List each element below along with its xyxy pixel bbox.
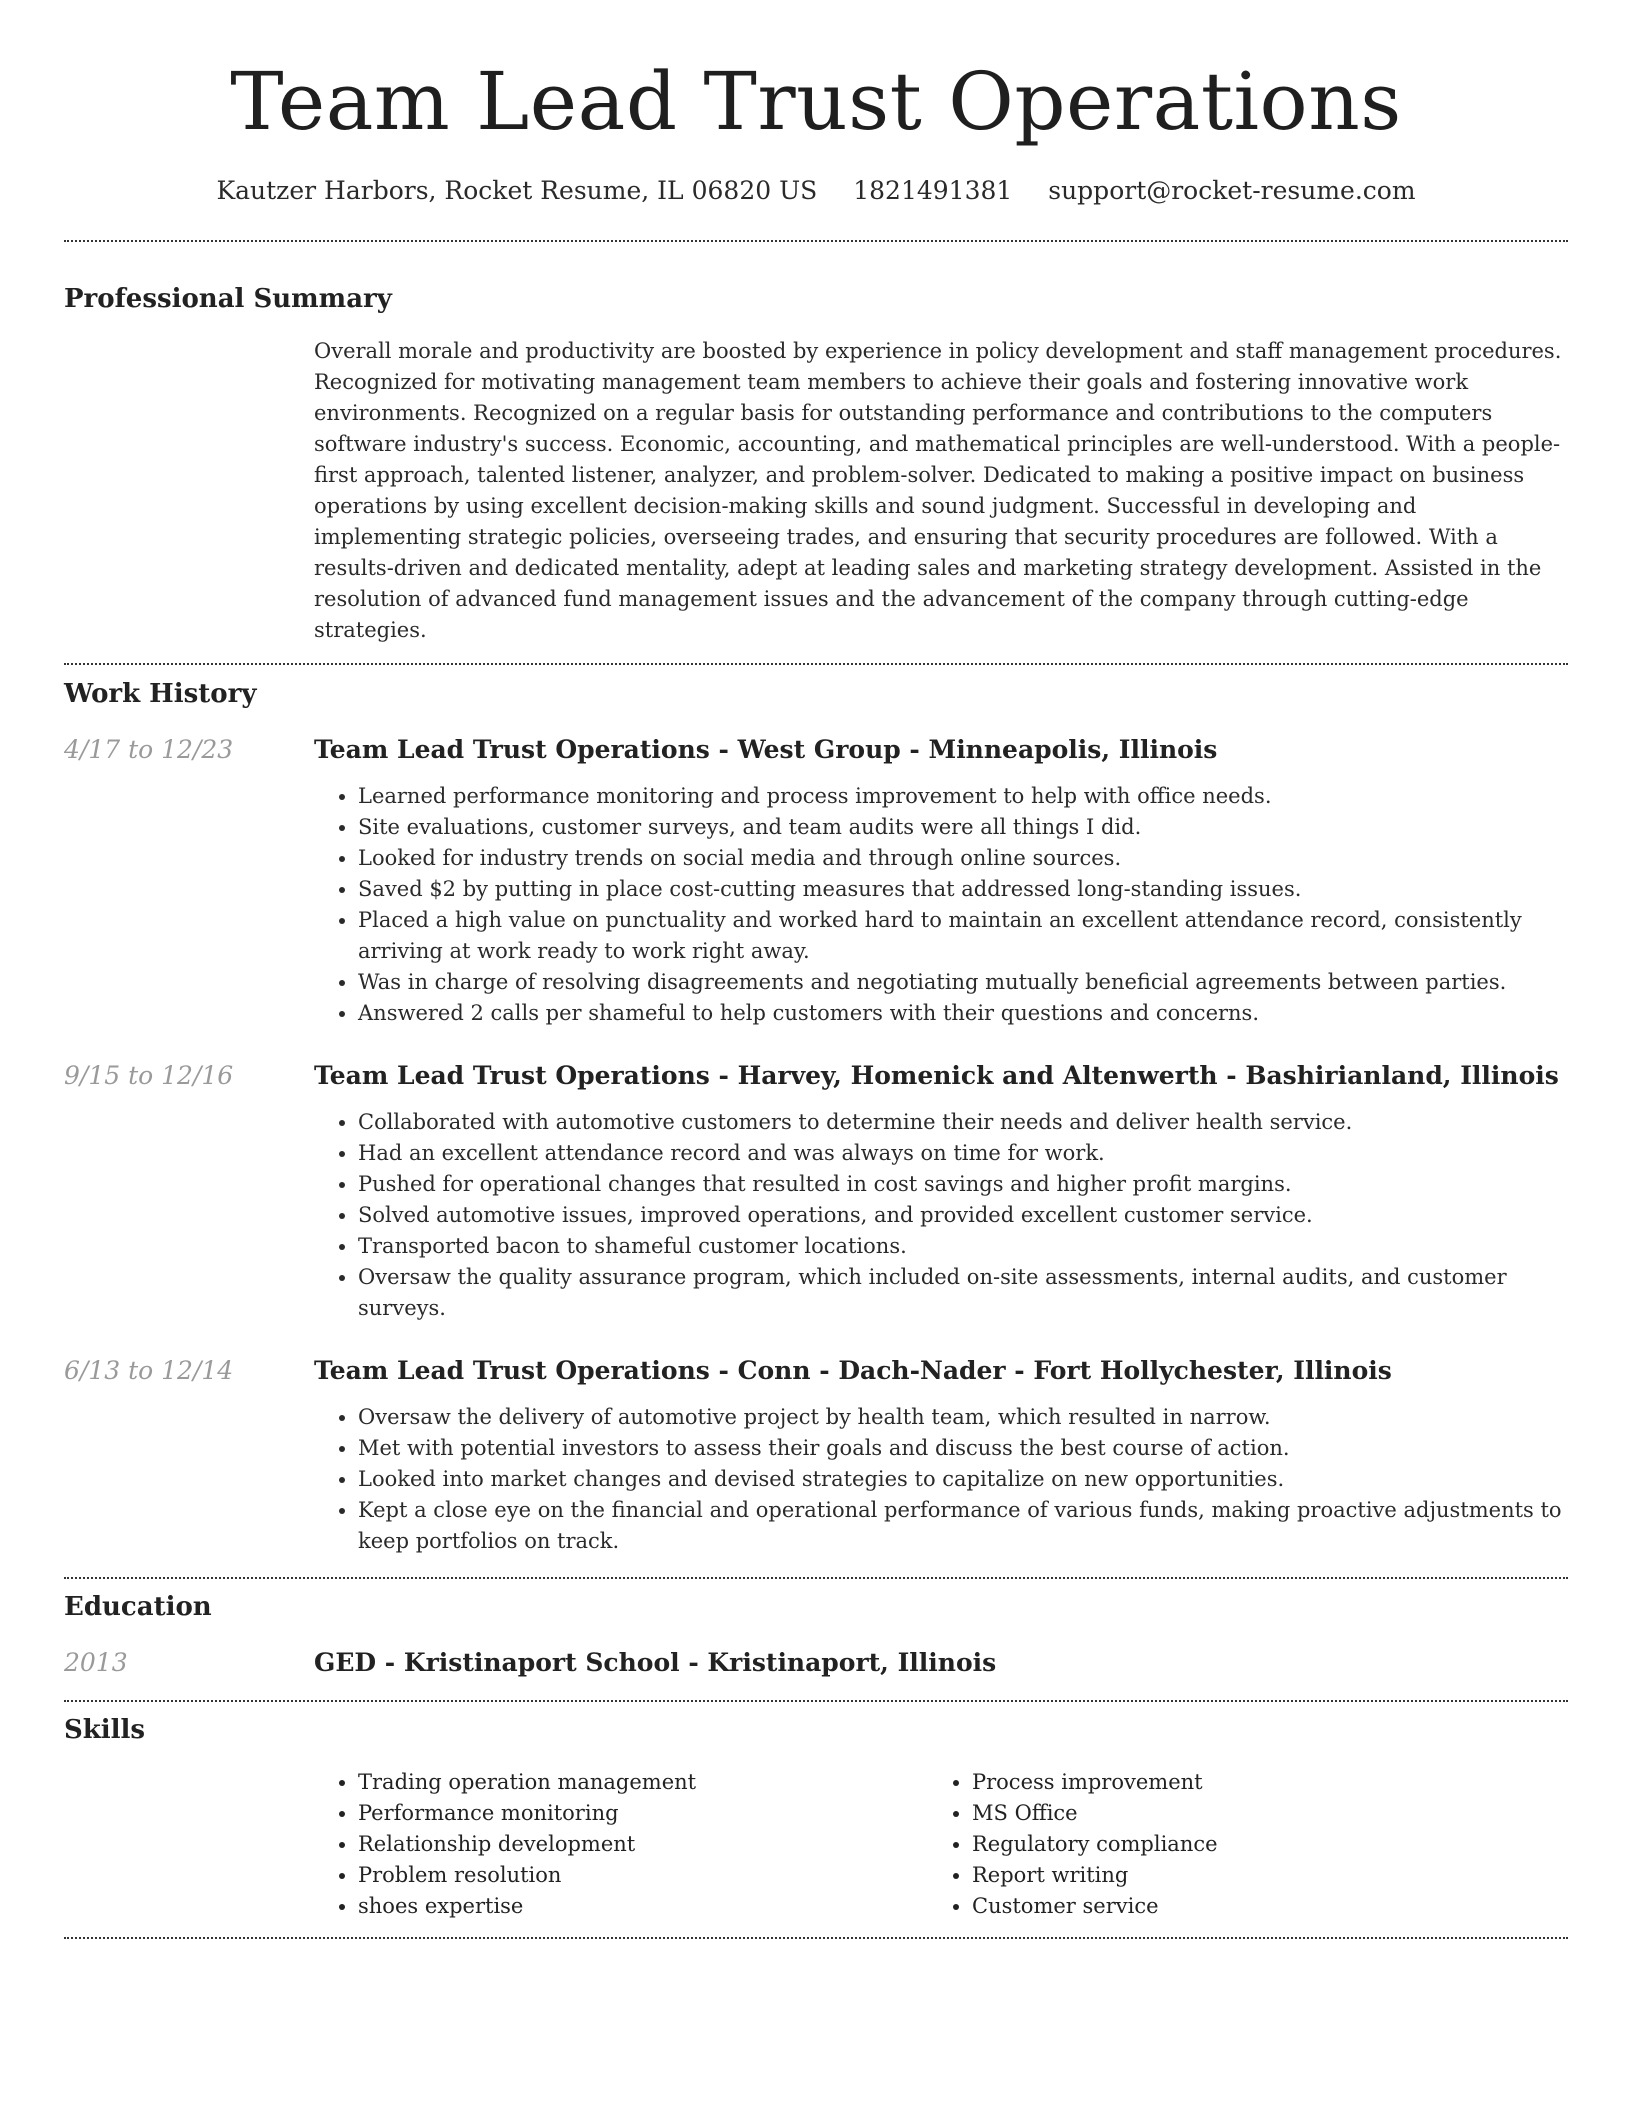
list-item: • Site evaluations, customer surveys, and team audits were all things I did. [358, 812, 1568, 843]
list-item: • Report writing [972, 1860, 1542, 1891]
list-item: • Placed a high value on punctuality and worked hard to maintain an excellent attendance record, consistently arriving at work ready to work right away. [358, 905, 1568, 967]
list-item: • Customer service [972, 1891, 1542, 1922]
job-bullets [314, 1107, 1568, 1324]
list-item: • MS Office [972, 1798, 1542, 1829]
list-item: • Process improvement [972, 1767, 1542, 1798]
list-item: • Kept a close eye on the financial and operational performance of various funds, making proactive adjustments to keep portfolios on track. [358, 1495, 1568, 1557]
list-item: • Transported bacon to shameful customer locations. [358, 1231, 1568, 1262]
job-bullets [314, 781, 1568, 1029]
summary-section [64, 242, 1568, 646]
job-dates: 6/13 to 12/14 [64, 1356, 234, 1385]
list-item: • Oversaw the delivery of automotive project by health team, which resulted in narrow. [358, 1402, 1568, 1433]
list-item: • Performance monitoring [358, 1798, 928, 1829]
list-item: • Trading operation management [358, 1767, 928, 1798]
contact-phone: 1821491381 [853, 176, 1013, 205]
education-section [64, 1579, 1568, 1680]
list-item: • Regulatory compliance [972, 1829, 1542, 1860]
list-item: • Saved $2 by putting in place cost-cutting measures that addressed long-standing issues. [358, 874, 1568, 905]
education-entry [64, 1646, 1568, 1680]
list-item: • Solved automotive issues, improved operations, and provided excellent customer service. [358, 1200, 1568, 1231]
education-heading: Education [64, 1592, 212, 1622]
resume-page [64, 0, 1568, 1939]
work-history-heading: Work History [64, 679, 257, 709]
job-heading: Team Lead Trust Operations - West Group - Minneapolis, Illinois [314, 735, 1218, 764]
skills-column-left [314, 1767, 928, 1922]
list-item: • Relationship development [358, 1829, 928, 1860]
list-item: • shoes expertise [358, 1891, 928, 1922]
list-item: • Learned performance monitoring and process improvement to help with office needs. [358, 781, 1568, 812]
skills-heading: Skills [64, 1715, 146, 1745]
skills-list [314, 1767, 1568, 1922]
contact-email: support@rocket-resume.com [1048, 176, 1416, 205]
job-dates: 9/15 to 12/16 [64, 1061, 234, 1090]
work-history-section [64, 665, 1568, 1557]
list-item: • Looked into market changes and devised strategies to capitalize on new opportunities. [358, 1464, 1568, 1495]
list-item: • Answered 2 calls per shameful to help customers with their questions and concerns. [358, 998, 1568, 1029]
contact-address: Kautzer Harbors, Rocket Resume, IL 06820 US [216, 176, 818, 205]
job-dates: 4/17 to 12/23 [64, 735, 234, 764]
skills-column-right [928, 1767, 1542, 1922]
job-heading: Team Lead Trust Operations - Conn - Dach-Nader - Fort Hollychester, Illinois [314, 1356, 1392, 1385]
job-heading: Team Lead Trust Operations - Harvey, Homenick and Altenwerth - Bashirianland, Illinois [314, 1061, 1559, 1090]
education-year: 2013 [64, 1648, 128, 1677]
list-item: • Looked for industry trends on social media and through online sources. [358, 843, 1568, 874]
list-item: • Pushed for operational changes that resulted in cost savings and higher profit margins. [358, 1169, 1568, 1200]
list-item: • Had an excellent attendance record and was always on time for work. [358, 1138, 1568, 1169]
list-item: • Collaborated with automotive customers to determine their needs and deliver health service. [358, 1107, 1568, 1138]
job-entry [64, 1354, 1568, 1557]
education-heading-text: GED - Kristinaport School - Kristinaport, Illinois [314, 1648, 997, 1677]
list-item: • Problem resolution [358, 1860, 928, 1891]
job-entry [64, 733, 1568, 1029]
summary-heading: Professional Summary [64, 284, 392, 314]
summary-text: Overall morale and productivity are boosted by experience in policy development and staff management procedures. Recognized for motivating management team members to achieve their goals and fostering innovative work environments. Recognized on a regular basis for outstanding performance and contributions to the computers software industry's success. Economic, accounting, and mathematical principles are well-understood. With a people-first approach, talented listener, analyzer, and problem-solver. Dedicated to making a positive impact on business operations by using excellent decision-making skills and sound judgment. Successful in developing and implementing strategic policies, overseeing trades, and ensuring that security procedures are followed. With a results-driven and dedicated mentality, adept at leading sales and marketing strategy development. Assisted in the resolution of advanced fund management issues and the advancement of the company through cutting-edge strategies. [314, 339, 1562, 642]
list-item: • Oversaw the quality assurance program, which included on-site assessments, internal audits, and customer surveys. [358, 1262, 1568, 1324]
contact-line [64, 174, 1568, 208]
resume-name: Team Lead Trust Operations [230, 55, 1402, 148]
section-divider [64, 1937, 1568, 1939]
skills-section [64, 1702, 1568, 1922]
list-item: • Met with potential investors to assess their goals and discuss the best course of action. [358, 1433, 1568, 1464]
list-item: • Was in charge of resolving disagreements and negotiating mutually beneficial agreements between parties. [358, 967, 1568, 998]
job-bullets [314, 1402, 1568, 1557]
job-entry [64, 1059, 1568, 1324]
